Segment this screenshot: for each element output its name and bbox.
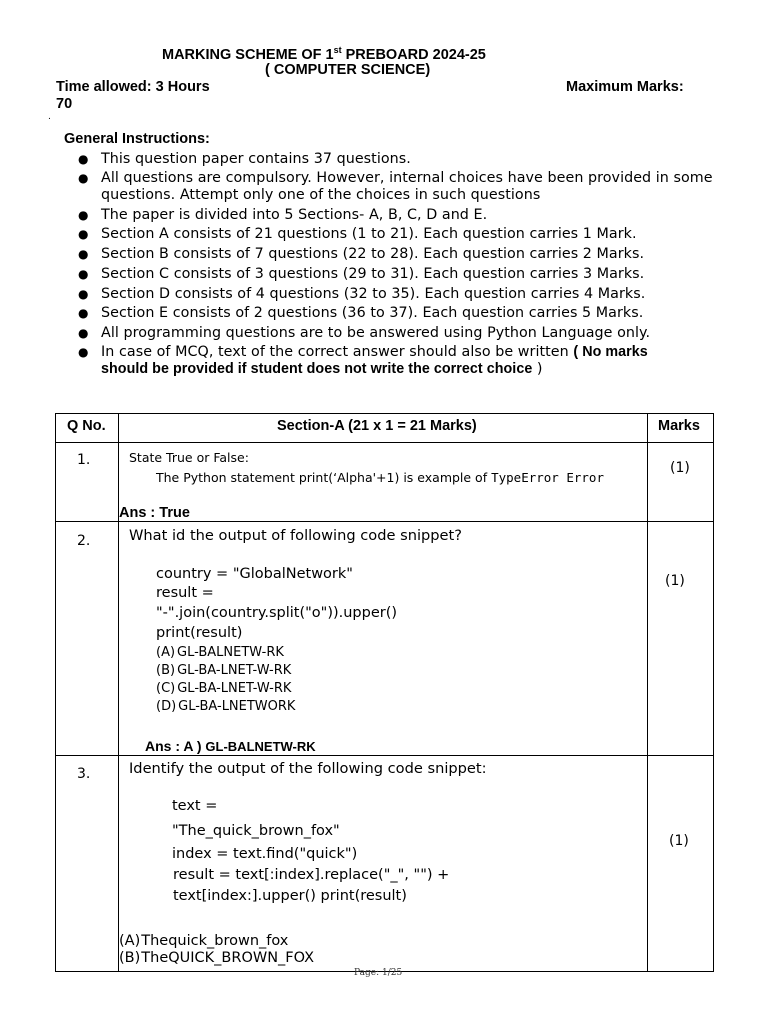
option: (C) GL-BA-LNET-W-RK xyxy=(156,681,292,696)
bullet-icon: ● xyxy=(78,286,89,301)
bullet-icon: ● xyxy=(78,170,89,185)
question-marks: (1) xyxy=(665,573,685,589)
code-line: index = text.find("quick") xyxy=(172,846,358,862)
page-number: Page: 1/25 xyxy=(354,968,403,978)
instruction-item: ● Section C consists of 3 questions (29 to 31). Each question carries 3 Marks. xyxy=(74,265,714,285)
question-text: The Python statement print(‘Alpha'+1) is example of TypeError Error xyxy=(156,470,604,485)
instruction-item: ● Section B consists of 7 questions (22 to 28). Each question carries 2 Marks. xyxy=(74,245,714,265)
bullet-icon: ● xyxy=(78,207,89,222)
answer-text: Ans : True xyxy=(119,505,190,521)
qno-header: Q No. xyxy=(67,418,106,434)
table-border xyxy=(55,521,714,522)
instructions-list xyxy=(74,150,714,378)
bullet-icon: ● xyxy=(78,152,89,166)
table-border xyxy=(55,755,714,756)
instruction-item: ● The paper is divided into 5 Sections- A, B, C, D and E. xyxy=(74,206,714,226)
bullet-icon: ● xyxy=(78,306,89,321)
instruction-item: ● All programming questions are to be answered using Python Language only. xyxy=(74,324,714,344)
option: (D) GL-BA-LNETWORK xyxy=(156,699,296,714)
question-marks: (1) xyxy=(670,460,690,476)
table-border xyxy=(118,413,119,972)
bullet-icon: ● xyxy=(78,344,89,359)
code-line: result = text[:index].replace("_", "") + xyxy=(173,867,450,883)
question-number: 3. xyxy=(77,766,91,782)
instruction-item: ● All questions are compulsory. However, internal choices have been provided in some questions. Attempt only one of the choices in such questions xyxy=(78,169,713,203)
maximum-marks-value: 70 xyxy=(56,96,73,112)
table-border xyxy=(647,413,648,972)
document-title: MARKING SCHEME OF 1st PREBOARD 2024-25 xyxy=(162,45,486,63)
answer-text: Ans : A ) GL-BALNETW-RK xyxy=(145,738,316,754)
bullet-icon: ● xyxy=(78,227,89,242)
bullet-icon: ● xyxy=(78,325,89,340)
document-subtitle: ( COMPUTER SCIENCE) xyxy=(265,62,431,78)
question-number: 1. xyxy=(77,452,91,468)
bullet-icon: ● xyxy=(78,266,89,281)
marks-header: Marks xyxy=(658,418,700,434)
instruction-item: ● Section D consists of 4 questions (32 to 35). Each question carries 4 Marks. xyxy=(74,285,714,305)
table-border xyxy=(55,442,714,443)
time-allowed: Time allowed: 3 Hours xyxy=(56,79,210,95)
code-line: country = "GlobalNetwork" xyxy=(156,566,353,582)
question-text: Identify the output of the following code snippet: xyxy=(129,760,487,777)
instructions-heading: General Instructions: xyxy=(64,131,210,147)
option: (A)Thequick_brown_fox xyxy=(119,933,289,949)
table-border xyxy=(713,413,714,972)
option: (A) GL-BALNETW-RK xyxy=(156,645,284,660)
maximum-marks-label: Maximum Marks: xyxy=(566,79,684,95)
bullet-icon: ● xyxy=(78,247,89,262)
table-border xyxy=(55,413,56,972)
code-line: text = xyxy=(172,798,218,814)
option: (B) GL-BA-LNET-W-RK xyxy=(156,663,292,678)
table-border xyxy=(55,413,714,414)
stray-dot: . xyxy=(48,112,51,122)
code-line: "The_quick_brown_fox" xyxy=(172,823,340,839)
option: (B)TheQUICK_BROWN_FOX xyxy=(119,950,315,966)
code-line: print(result) xyxy=(156,625,243,641)
question-text: What id the output of following code snippet? xyxy=(129,527,462,544)
section-header: Section-A (21 x 1 = 21 Marks) xyxy=(277,418,477,434)
instruction-item: ● Section E consists of 2 questions (36 to 37). Each question carries 5 Marks. xyxy=(74,304,714,324)
instruction-item: ● This question paper contains 37 questions. xyxy=(74,150,714,170)
instruction-item: ● In case of MCQ, text of the correct answer should also be written ( No marks should be provided if student does not write the correct choice ) xyxy=(78,343,648,377)
question-text: State True or False: xyxy=(129,450,249,465)
question-marks: (1) xyxy=(669,833,689,849)
question-number: 2. xyxy=(77,533,91,549)
instruction-item: ● Section A consists of 21 questions (1 to 21). Each question carries 1 Mark. xyxy=(74,225,714,245)
code-line: "-".join(country.split("o")).upper() xyxy=(156,605,398,621)
code-line: text[index:].upper() print(result) xyxy=(173,888,407,904)
code-line: result = xyxy=(156,585,214,601)
